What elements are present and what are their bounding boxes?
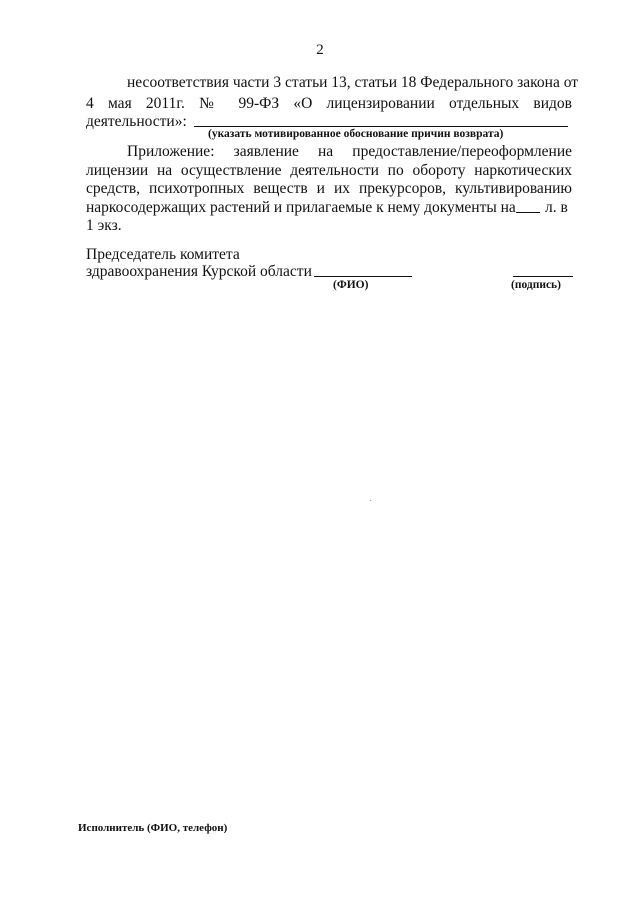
paragraph2-line2: лицензии на осуществление деятельности по обороту наркотических — [86, 162, 572, 179]
scan-speck — [370, 500, 371, 501]
page-number: 2 — [316, 42, 324, 58]
reason-blank-line — [194, 126, 568, 127]
fio-blank-line — [314, 276, 412, 277]
signature-label: (подпись) — [511, 279, 561, 291]
reason-hint: (указать мотивированное обоснование причин возврата) — [208, 128, 504, 140]
paragraph2-line4-start: наркосодержащих растений и прилагаемые к нему документы на — [86, 199, 516, 216]
paragraph2-line5: 1 экз. — [86, 217, 122, 234]
paragraph2-line4-end: л. в — [545, 199, 568, 216]
paragraph2-line3: средств, психотропных веществ и их прекурсоров, культивированию — [86, 180, 572, 197]
pages-blank-line — [516, 212, 540, 213]
signer-title-line1: Председатель комитета — [86, 246, 240, 263]
paragraph2-line1: Приложение: заявление на предоставление/переоформление — [127, 143, 572, 160]
paragraph1-line1: несоответствия части 3 статьи 13, статьи 18 Федерального закона от — [127, 74, 579, 91]
footer-executor: Исполнитель (ФИО, телефон) — [78, 822, 228, 834]
signature-blank-line — [513, 276, 573, 277]
paragraph1-line2: 4 мая 2011г. № 99-ФЗ «О лицензировании отдельных видов — [86, 95, 572, 112]
fio-label: (ФИО) — [333, 279, 369, 291]
signer-title-line2: здравоохранения Курской области — [86, 263, 312, 280]
paragraph1-line3: деятельности»: — [86, 113, 187, 130]
